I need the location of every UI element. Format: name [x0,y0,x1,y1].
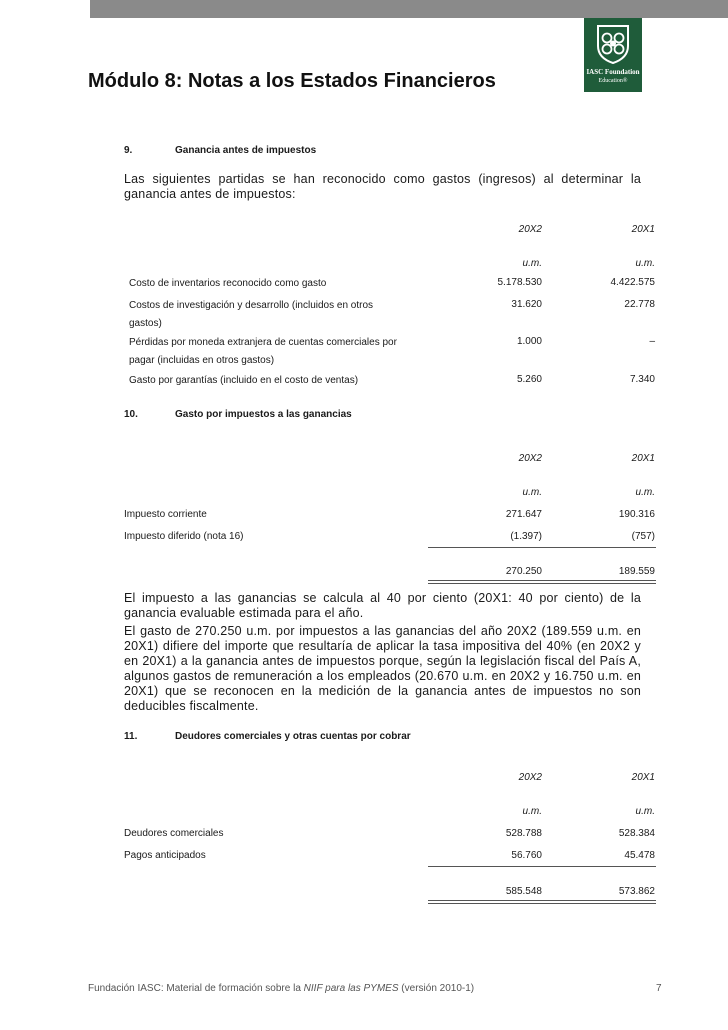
note-9-intro: Las siguientes partidas se han reconocido como gastos (ingresos) al determinar la ganancia antes de impuestos: [124,172,641,201]
note-title: Deudores comerciales y otras cuentas por cobrar [175,731,411,742]
subtotal-rule [428,866,656,867]
row-label: Costo de inventarios reconocido como gasto [129,278,327,289]
page-footer [88,983,474,994]
row-value-20x1: 45.478 [624,850,655,861]
subtotal-rule [428,547,656,548]
page-title: Módulo 8: Notas a los Estados Financieros [88,70,496,92]
row-value-20x2: 528.788 [505,828,542,839]
unit-label: u.m. [522,487,542,498]
column-header-20x2: 20X2 [518,772,542,783]
row-value-20x2: (1.397) [510,531,542,542]
row-value-20x1: 528.384 [618,828,655,839]
column-header-20x1: 20X1 [631,772,655,783]
row-label: Deudores comerciales [124,828,224,839]
note-10-paragraph-2: El gasto de 270.250 u.m. por impuestos a las ganancias del año 20X2 (189.559 u.m. en 20X1) difiere del importe que resultaría de aplicar la tasa impositiva del 40% (en 20X2 y en 20X1) a la ganancia antes de impuestos porque, según la legislación fiscal del País A, algunos gastos de remuneración a los empleados (20.670 u.m. en 20X2 y 16.750 u.m. en 20X1) que se reconocen en la medición de la ganancia antes de impuestos no son deducibles fiscalmente. [124,624,641,713]
total-value-20x2: 270.250 [505,566,542,577]
note-number: 11. [124,731,138,742]
logo-text-education: Education® [598,78,628,84]
total-value-20x1: 189.559 [618,566,655,577]
row-value-20x1: 7.340 [629,374,655,385]
note-number: 10. [124,409,138,420]
row-value-20x1: 190.316 [618,509,655,520]
total-double-rule [428,900,656,904]
header-bar [90,0,728,18]
row-value-20x2: 1.000 [516,336,542,347]
unit-label: u.m. [522,258,542,269]
row-label-cont: gastos) [129,318,162,329]
row-label: Pagos anticipados [124,850,206,861]
note-number: 9. [124,145,133,156]
total-value-20x1: 573.862 [618,886,655,897]
column-header-20x2: 20X2 [518,453,542,464]
total-value-20x2: 585.548 [505,886,542,897]
row-value-20x2: 5.260 [516,374,542,385]
iasc-emblem-icon [596,24,630,64]
note-10-paragraph-1: El impuesto a las ganancias se calcula al 40 por ciento (20X1: 40 por ciento) de la ganancia evaluable estimada para el año. [124,591,641,620]
row-value-20x1: (757) [631,531,655,542]
column-header-20x1: 20X1 [631,453,655,464]
note-title: Ganancia antes de impuestos [175,145,317,156]
note-title: Gasto por impuestos a las ganancias [175,409,352,420]
row-label-cont: pagar (incluidas en otros gastos) [129,355,275,366]
unit-label: u.m. [522,806,542,817]
row-value-20x2: 31.620 [511,299,542,310]
footer-version: (versión 2010-1) [398,983,475,994]
unit-label: u.m. [635,806,655,817]
row-value-20x2: 56.760 [511,850,542,861]
footer-standard-name: NIIF para las PYMES [303,983,399,994]
logo-text-foundation: IASC Foundation [586,68,640,76]
footer-text: Fundación IASC: Material de formación sobre la [88,983,304,994]
iasc-logo [584,18,642,92]
unit-label: u.m. [635,258,655,269]
row-label: Impuesto diferido (nota 16) [124,531,244,542]
row-label: Impuesto corriente [124,509,207,520]
row-value-20x1: 22.778 [624,299,655,310]
total-double-rule [428,580,656,584]
column-header-20x1: 20X1 [631,224,655,235]
page-number: 7 [656,983,662,994]
row-value-20x2: 271.647 [505,509,542,520]
row-label: Costos de investigación y desarrollo (incluidos en otros [129,300,374,311]
row-value-20x1: – [649,336,655,347]
row-value-20x2: 5.178.530 [497,277,542,288]
row-label: Pérdidas por moneda extranjera de cuentas comerciales por [129,337,397,348]
column-header-20x2: 20X2 [518,224,542,235]
row-value-20x1: 4.422.575 [610,277,655,288]
row-label: Gasto por garantías (incluido en el costo de ventas) [129,375,359,386]
unit-label: u.m. [635,487,655,498]
